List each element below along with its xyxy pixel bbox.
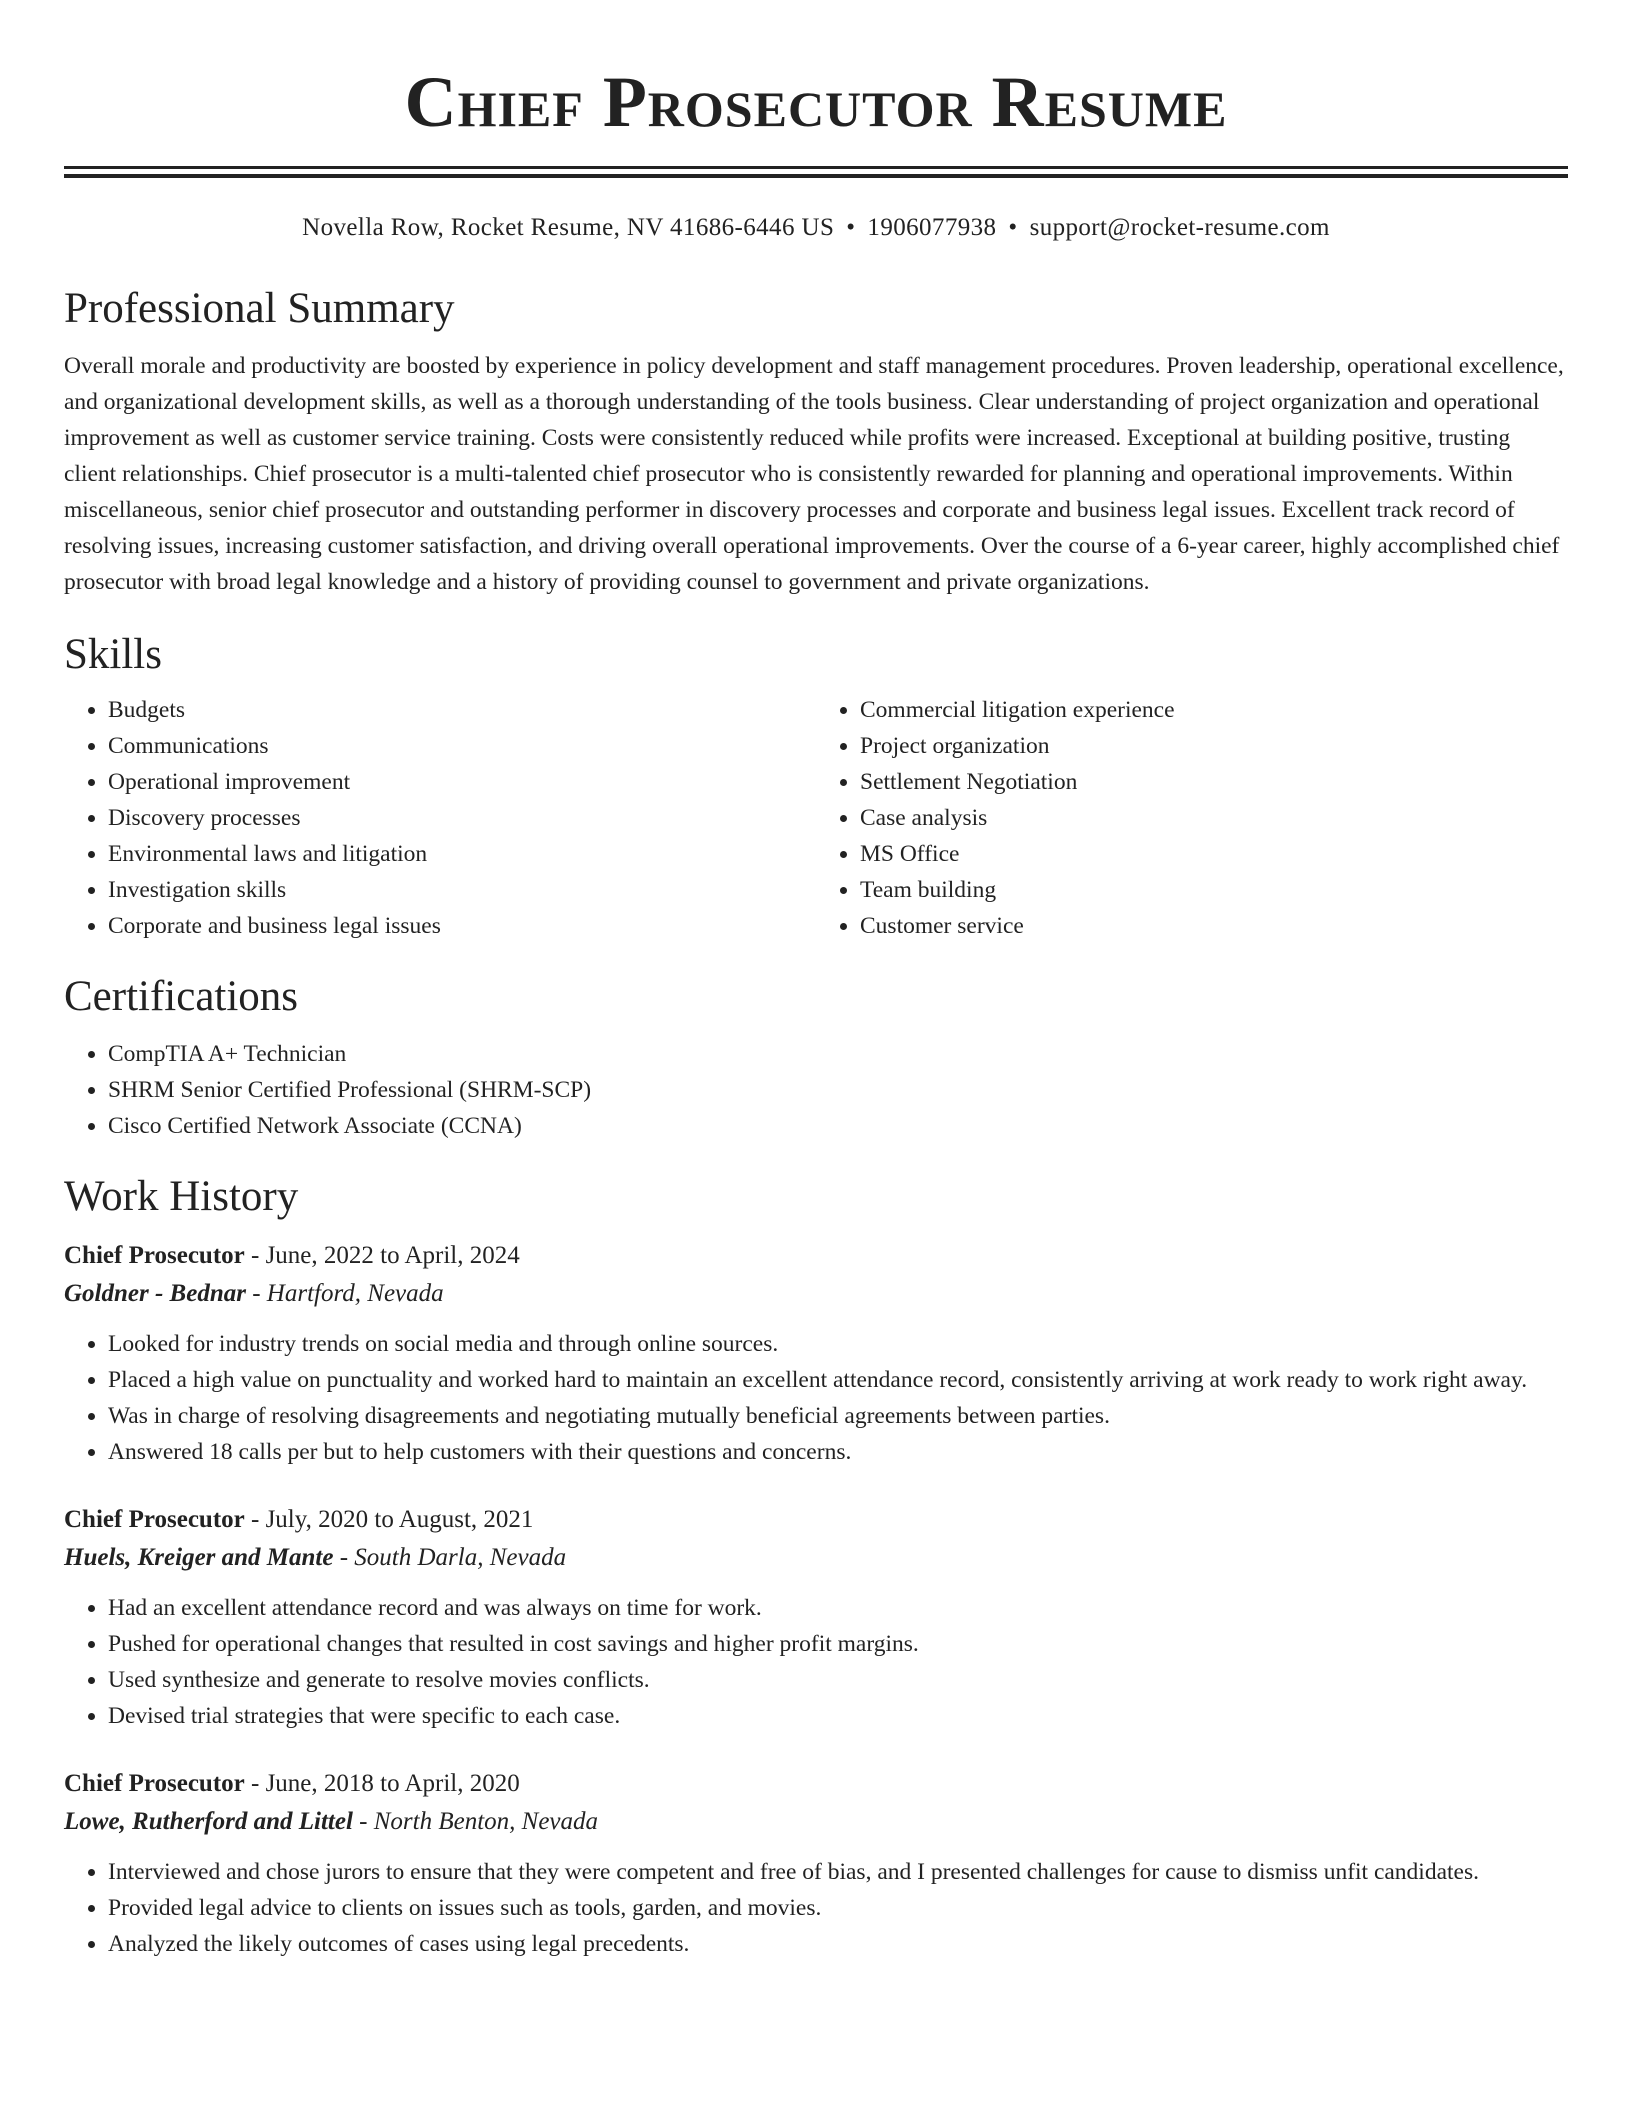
job-company-line (64, 1538, 1568, 1578)
certifications-list (64, 1036, 1568, 1144)
skill-item: • Settlement Negotiation (860, 764, 1568, 800)
contact-separator: • (846, 214, 856, 241)
job-role: Chief Prosecutor (64, 1242, 245, 1269)
job-company-line (64, 1274, 1568, 1314)
job-location: - Hartford, Nevada (245, 1280, 444, 1307)
certification-item: • Cisco Certified Network Associate (CCNA) (108, 1108, 1568, 1144)
job-bullets (64, 1326, 1568, 1470)
skill-item: • Investigation skills (108, 872, 816, 908)
job-bullet: • Looked for industry trends on social media and through online sources. (108, 1326, 1568, 1362)
contact-line (64, 212, 1568, 244)
job-location: - North Benton, Nevada (352, 1808, 599, 1835)
certifications-heading: Certifications (64, 973, 299, 1020)
job-bullet: • Analyzed the likely outcomes of cases using legal precedents. (108, 1926, 1568, 1962)
skill-item: • Discovery processes (108, 800, 816, 836)
skills-heading: Skills (64, 631, 162, 678)
certification-item: • CompTIA A+ Technician (108, 1036, 1568, 1072)
skill-item: • Team building (860, 872, 1568, 908)
skill-item: • MS Office (860, 836, 1568, 872)
skill-item: • Communications (108, 728, 816, 764)
contact-separator: • (1008, 214, 1018, 241)
job-bullet: • Devised trial strategies that were specific to each case. (108, 1698, 1568, 1734)
skills-list-right (816, 692, 1568, 944)
job-bullet: • Was in charge of resolving disagreements and negotiating mutually beneficial agreements between parties. (108, 1398, 1568, 1434)
job-title-line (64, 1502, 1568, 1538)
summary-text: Overall morale and productivity are boosted by experience in policy development and staff management procedures. Proven leadership, operational excellence, and organizational development skills, as well as a thorough understanding of the tools business. Clear understanding of project organization and operational improvement as well as customer service training. Costs were consistently reduced while profits were increased. Exceptional at building positive, trusting client relationships. Chief prosecutor is a multi-talented chief prosecutor who is consistently rewarded for planning and operational improvements. Within miscellaneous, senior chief prosecutor and outstanding performer in discovery processes and corporate and business legal issues. Excellent track record of resolving issues, increasing customer satisfaction, and driving overall operational improvements. Over the course of a 6-year career, highly accomplished chief prosecutor with broad legal knowledge and a history of providing counsel to government and private organizations. (64, 353, 1564, 595)
contact-address: Novella Row, Rocket Resume, NV 41686-6446 US (302, 214, 835, 241)
job-bullets (64, 1590, 1568, 1734)
contact-email[interactable]: support@rocket-resume.com (1029, 214, 1330, 241)
skills-columns (64, 692, 1568, 944)
work-history-heading: Work History (64, 1173, 299, 1220)
job-company-line (64, 1802, 1568, 1842)
job-dates: - July, 2020 to August, 2021 (244, 1506, 534, 1533)
skill-item: • Project organization (860, 728, 1568, 764)
job-title-line (64, 1766, 1568, 1802)
job-bullet: • Interviewed and chose jurors to ensure that they were competent and free of bias, and I presented challenges for cause to dismiss unfit candidates. (108, 1854, 1568, 1890)
job-bullet: • Provided legal advice to clients on issues such as tools, garden, and movies. (108, 1890, 1568, 1926)
skills-list-left (64, 692, 816, 944)
job-entry (64, 1238, 1568, 1470)
job-bullet: • Answered 18 calls per but to help customers with their questions and concerns. (108, 1434, 1568, 1470)
job-company: Goldner - Bednar (64, 1280, 246, 1307)
job-location: - South Darla, Nevada (333, 1544, 567, 1571)
job-role: Chief Prosecutor (64, 1770, 245, 1797)
skill-item: • Corporate and business legal issues (108, 908, 816, 944)
summary-heading: Professional Summary (64, 285, 455, 332)
resume-page (64, 0, 1568, 1962)
contact-phone: 1906077938 (867, 214, 997, 241)
skill-item: • Budgets (108, 692, 816, 728)
skill-item: • Customer service (860, 908, 1568, 944)
skill-item: • Commercial litigation experience (860, 692, 1568, 728)
job-role: Chief Prosecutor (64, 1506, 245, 1533)
certification-item: • SHRM Senior Certified Professional (SHRM-SCP) (108, 1072, 1568, 1108)
skill-item: • Case analysis (860, 800, 1568, 836)
job-bullets (64, 1854, 1568, 1962)
job-title-line (64, 1238, 1568, 1274)
job-bullet: • Had an excellent attendance record and was always on time for work. (108, 1590, 1568, 1626)
skill-item: • Environmental laws and litigation (108, 836, 816, 872)
title-divider (64, 166, 1568, 178)
job-entry (64, 1766, 1568, 1962)
job-entry (64, 1502, 1568, 1734)
job-bullet: • Pushed for operational changes that resulted in cost savings and higher profit margins. (108, 1626, 1568, 1662)
resume-title: Chief Prosecutor Resume (404, 62, 1228, 142)
job-company: Lowe, Rutherford and Littel (64, 1808, 353, 1835)
job-bullet: • Placed a high value on punctuality and worked hard to maintain an excellent attendance record, consistently arriving at work ready to work right away. (108, 1362, 1568, 1398)
job-dates: - June, 2022 to April, 2024 (244, 1242, 520, 1269)
skill-item: • Operational improvement (108, 764, 816, 800)
job-dates: - June, 2018 to April, 2020 (244, 1770, 520, 1797)
job-bullet: • Used synthesize and generate to resolve movies conflicts. (108, 1662, 1568, 1698)
job-company: Huels, Kreiger and Mante (64, 1544, 334, 1571)
